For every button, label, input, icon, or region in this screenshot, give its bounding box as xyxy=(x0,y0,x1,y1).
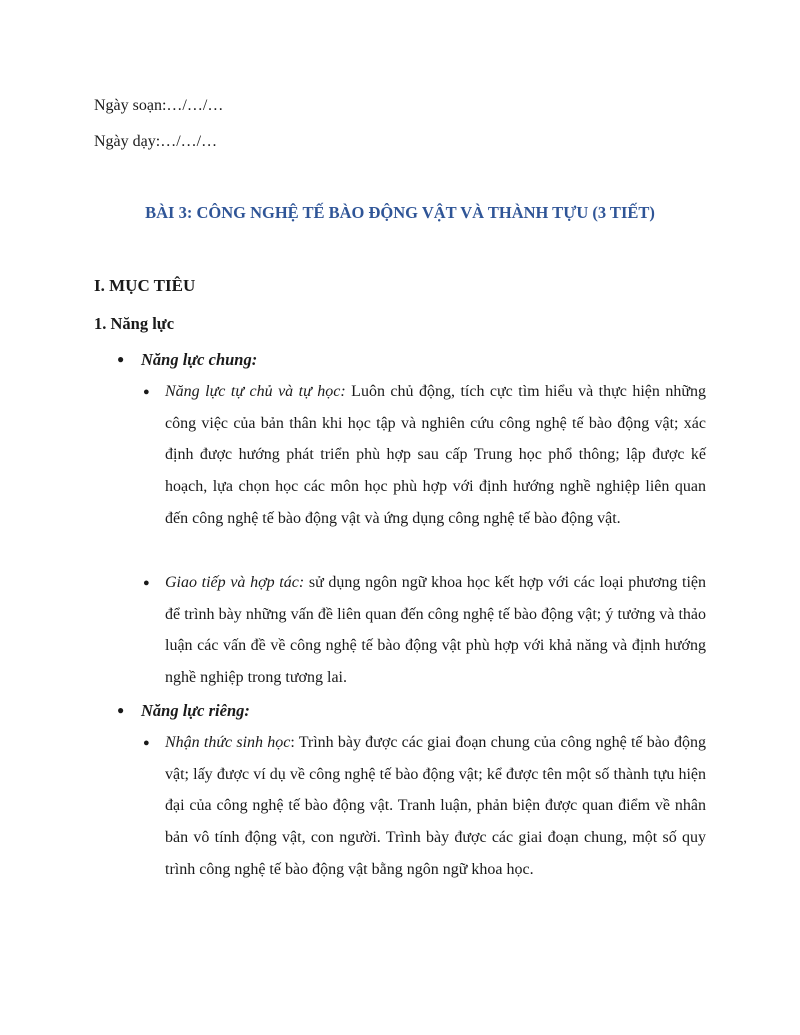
bullet-icon: ● xyxy=(143,737,150,749)
bullet-icon: ● xyxy=(117,703,125,717)
lesson-title: BÀI 3: CÔNG NGHỆ TẾ BÀO ĐỘNG VẬT VÀ THÀNH TỰU (3 TIẾT) xyxy=(145,203,655,222)
item-self-study xyxy=(165,376,706,535)
item-text: : Trình bày được các giai đoạn chung của công nghệ tế bào động vật; lấy được ví dụ về công nghệ tế bào động vật; kể được tên một số thành tựu hiện đại của công nghệ tế bào động vật. Tranh luận, phản biện được quan điểm về nhân bản vô tính động vật, con người. Trình bày được các giai đoạn chung, một số quy trình công nghệ tế bào động vật bằng ngôn ngữ khoa học. xyxy=(165,734,706,878)
subsection-heading: 1. Năng lực xyxy=(94,314,175,333)
item-text: sử dụng ngôn ngữ khoa học kết hợp với các loại phương tiện để trình bày những vấn đề liên quan đến công nghệ tế bào động vật; ý tưởng và thảo luận các vấn đề về công nghệ tế bào động vật phù hợp với khả năng và định hướng nghề nghiệp trong tương lai. xyxy=(165,574,706,687)
item-text: Luôn chủ động, tích cực tìm hiểu và thực hiện những công việc của bản thân khi học tập và nghiên cứu công nghệ tế bào động vật; xác định được hướng phát triển phù hợp sau cấp Trung học phổ thông; lập được kế hoạch, lựa chọn học các môn học phù hợp với định hướng nghề nghiệp liên quan đến công nghệ tế bào động vật và ứng dụng công nghệ tế bào động vật. xyxy=(165,383,706,527)
date-prepared: Ngày soạn:…/…/… xyxy=(94,97,224,114)
item-term: Năng lực tự chủ và tự học: xyxy=(165,383,346,400)
group-label-general: Năng lực chung: xyxy=(141,350,258,369)
group-label-specific: Năng lực riêng: xyxy=(141,701,250,720)
date-taught: Ngày dạy:…/…/… xyxy=(94,133,218,150)
bullet-icon: ● xyxy=(143,577,150,589)
item-term: Nhận thức sinh học xyxy=(165,734,291,751)
section-heading: I. MỤC TIÊU xyxy=(94,276,196,295)
item-communication xyxy=(165,567,706,694)
item-biology-cognition xyxy=(165,727,706,886)
bullet-icon: ● xyxy=(143,386,150,398)
item-term: Giao tiếp và hợp tác: xyxy=(165,574,305,591)
bullet-icon: ● xyxy=(117,352,125,366)
